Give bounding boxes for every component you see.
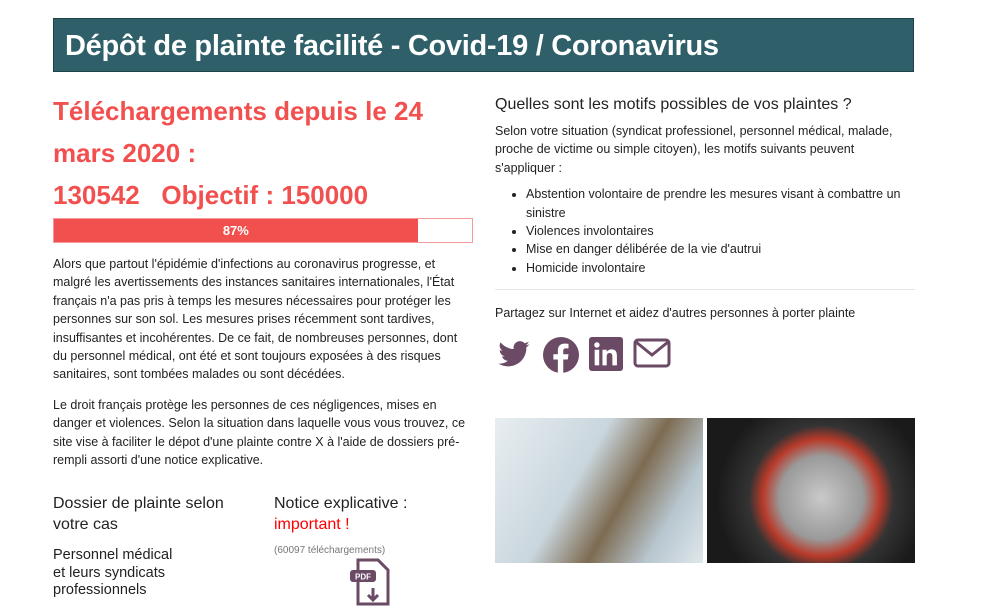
right-column xyxy=(495,96,915,373)
coronavirus-image xyxy=(707,418,915,563)
pdf-download-icon[interactable] xyxy=(350,558,394,606)
downloads-heading-2: mars 2020 : xyxy=(53,138,197,168)
dossier-title: Dossier de plainte selon votre cas xyxy=(53,495,224,534)
motifs-list xyxy=(495,185,915,277)
pdf-label: PDF xyxy=(355,572,371,582)
page-title: Dépôt de plainte facilité - Covid-19 / Coronavirus xyxy=(65,30,719,62)
linkedin-icon[interactable] xyxy=(589,337,623,371)
intro-paragraph: Alors que partout l'épidémie d'infections au coronavirus progresse, et malgré les avertissements des instances sanitaires internationales, l'État français n'a pas pris à temps les mesures nécessaires pour protéger les personnes sur son sol. Les mesures prises récemment sont tardives, insuffisantes et incohérentes. De ce fait, de nombreuses personnes, dont du personnel médical, ont été et sont toujours exposées à des risques sanitaires, sont tombées malades ou sont décédées. xyxy=(53,257,458,382)
case-medical-link[interactable]: Personnel médical et leurs syndicats professionnels xyxy=(53,547,173,599)
justice-statue-image xyxy=(495,418,703,563)
list-item: • Mise en danger délibérée de la vie d'autrui xyxy=(526,240,915,258)
notice-important: important ! xyxy=(274,516,350,534)
motifs-intro: Selon votre situation (syndicat professionel, personnel médical, malade, proche de victime ou simple citoyen), les motifs suivants peuvent s'appliquer : xyxy=(495,124,893,175)
notice-title: Notice explicative : xyxy=(274,495,408,513)
downloads-heading: Téléchargements depuis le 24 xyxy=(53,96,423,126)
divider xyxy=(495,289,915,290)
email-icon[interactable] xyxy=(633,337,671,369)
image-row xyxy=(495,418,915,563)
progress-bar xyxy=(53,218,473,243)
list-item: • Homicide involontaire xyxy=(526,259,915,277)
motifs-title: Quelles sont les motifs possibles de vos plaintes ? xyxy=(495,96,852,113)
facebook-icon[interactable] xyxy=(543,337,579,373)
intro-paragraph-2: Le droit français protège les personnes de ces négligences, mises en danger et violences. Selon la situation dans laquelle vous vous trouvez, ce site vise à faciliter le dépot d'une plainte contre X à l'aide de dossiers pré-rempli assorti d'une notice explicative. xyxy=(53,397,466,468)
left-column xyxy=(53,90,473,599)
downloads-count: 130542 Objectif : 150000 xyxy=(53,180,369,210)
share-text: Partagez sur Internet et aidez d'autres personnes à porter plainte xyxy=(495,306,856,321)
list-item: • Abstention volontaire de prendre les mesures visant à combattre un sinistre xyxy=(526,185,915,222)
list-item: • Violences involontaires xyxy=(526,222,915,240)
progress-fill: 87% xyxy=(54,219,418,242)
header xyxy=(53,18,914,72)
twitter-icon[interactable] xyxy=(495,337,533,371)
notice-download-count: (60097 téléchargements) xyxy=(274,545,386,557)
